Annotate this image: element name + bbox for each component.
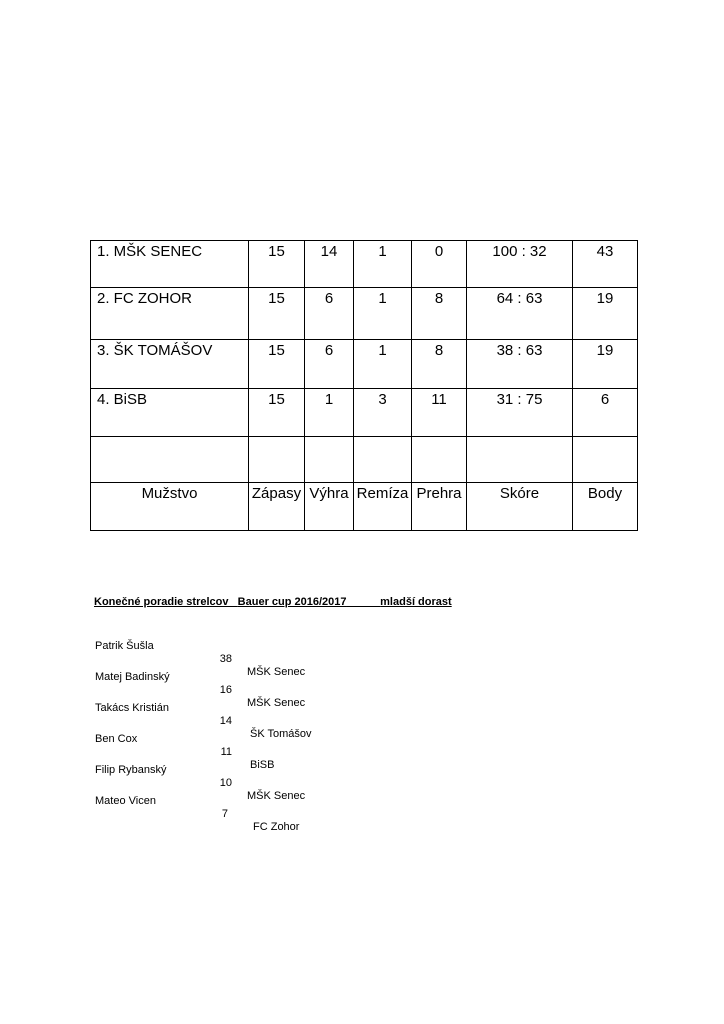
matches-value: 15 [249,389,305,437]
matches-value: 15 [249,288,305,340]
team-name: 4. BiSB [91,389,249,437]
scorers-title-category: mladší dorast [380,596,452,608]
score-value: 38 : 63 [467,340,573,389]
col-header-points: Body [573,483,638,531]
scorer-club: BiSB [250,759,275,771]
scorer-goals: 10 [219,777,232,789]
col-header-losses: Prehra [412,483,467,531]
wins-value: 14 [305,241,354,288]
points-value: 43 [573,241,638,288]
score-value: 31 : 75 [467,389,573,437]
score-value: 100 : 32 [467,241,573,288]
wins-value: 6 [305,288,354,340]
wins-value: 6 [305,340,354,389]
empty-cell [305,437,354,483]
points-value: 6 [573,389,638,437]
empty-row [91,437,638,483]
score-value: 64 : 63 [467,288,573,340]
scorer-club: FC Zohor [253,821,300,833]
scorer-name: Patrik Šušla [95,640,154,652]
team-name: 2. FC ZOHOR [91,288,249,340]
col-header-matches: Zápasy [249,483,305,531]
scorer-goals: 38 [219,653,232,665]
table-row [91,288,638,340]
scorer-goals: 16 [219,684,232,696]
team-name: 3. ŠK TOMÁŠOV [91,340,249,389]
scorers-title-cup: Bauer cup 2016/2017 [237,596,347,608]
scorer-name: Matej Badinský [95,671,170,683]
draws-value: 1 [354,241,412,288]
scorer-name: Ben Cox [95,733,138,745]
table-row [91,340,638,389]
col-header-score: Skóre [467,483,573,531]
losses-value: 8 [412,288,467,340]
empty-cell [573,437,638,483]
losses-value: 8 [412,340,467,389]
scorer-goals: 11 [220,746,232,758]
draws-value: 1 [354,288,412,340]
wins-value: 1 [305,389,354,437]
draws-value: 3 [354,389,412,437]
empty-cell [412,437,467,483]
scorer-name: Takács Kristián [95,702,169,714]
matches-value: 15 [249,241,305,288]
points-value: 19 [573,288,638,340]
scorer-club: MŠK Senec [247,790,306,802]
scorer-name: Filip Rybanský [95,764,167,776]
scorer-club: ŠK Tomášov [250,728,312,740]
scorer-goals: 14 [219,715,232,727]
col-header-team: Mužstvo [91,483,249,531]
scorer-club: MŠK Senec [247,666,306,678]
losses-value: 11 [412,389,467,437]
scorer-club: MŠK Senec [247,697,306,709]
scorer-goals: 7 [221,808,228,820]
losses-value: 0 [412,241,467,288]
matches-value: 15 [249,340,305,389]
standings-table [90,240,638,531]
empty-cell [467,437,573,483]
draws-value: 1 [354,340,412,389]
col-header-wins: Výhra [305,483,354,531]
col-header-draws: Remíza [354,483,412,531]
points-value: 19 [573,340,638,389]
table-row [91,389,638,437]
empty-cell [91,437,249,483]
scorer-name: Mateo Vicen [95,795,156,807]
empty-cell [354,437,412,483]
scorers-title [94,596,452,609]
header-row [91,483,638,531]
team-name: 1. MŠK SENEC [91,241,249,288]
scorers-title-main: Konečné poradie strelcov [94,596,229,608]
empty-cell [249,437,305,483]
table-row [91,241,638,288]
